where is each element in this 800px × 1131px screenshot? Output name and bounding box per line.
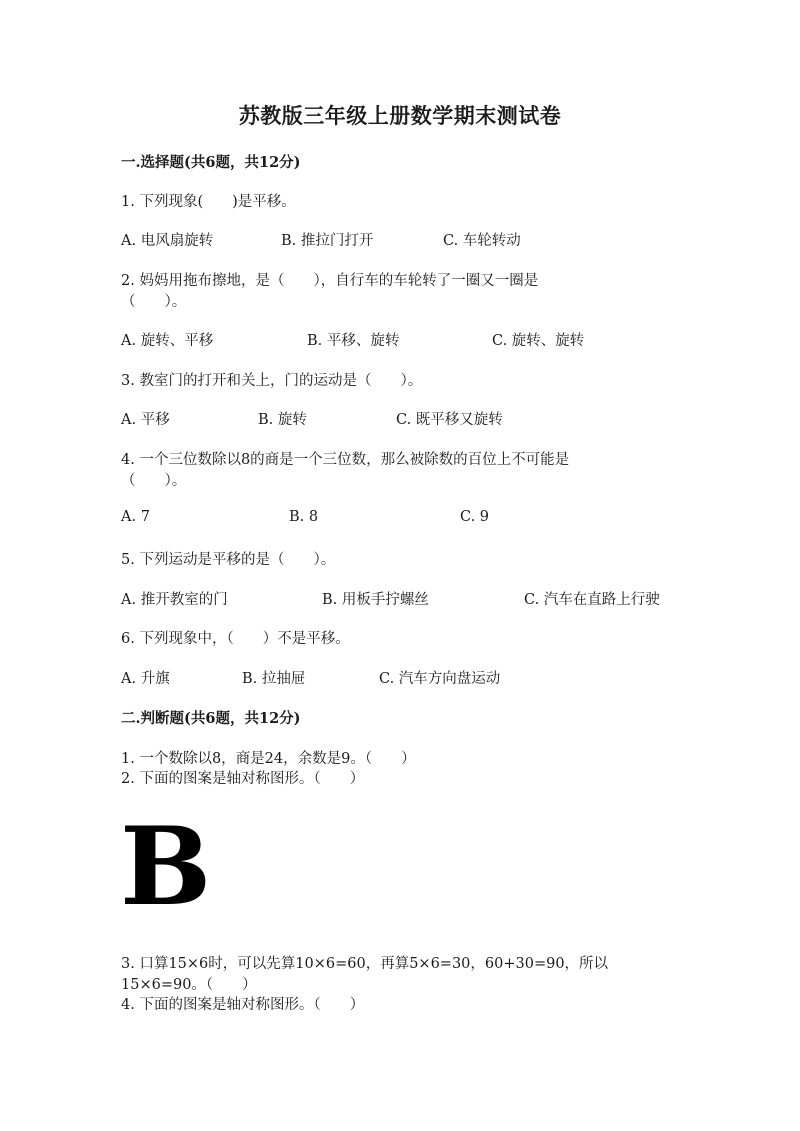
q4-option-b: B. 8 (289, 509, 319, 525)
q5-option-c: C. 汽车在直路上行驶 (524, 592, 660, 608)
q2-option-c: C. 旋转、旋转 (492, 333, 585, 349)
letter-b-glyph: B (120, 804, 212, 930)
q6-option-a: A. 升旗 (121, 671, 170, 687)
question-5: 5. 下列运动是平移的是（ ）。 (121, 552, 336, 568)
question-2-cont: （ ）。 (121, 294, 187, 310)
page-title: 苏教版三年级上册数学期末测试卷 (238, 103, 562, 128)
q1-option-b: B. 推拉门打开 (281, 233, 374, 249)
question-6: 6. 下列现象中，（ ）不是平移。 (121, 631, 350, 647)
section-heading-judgement: 二.判断题(共6题，共12分) (121, 710, 301, 727)
q3-option-b: B. 旋转 (258, 412, 307, 428)
q1-option-c: C. 车轮转动 (443, 233, 521, 249)
q5-option-b: B. 用板手拧螺丝 (322, 592, 429, 608)
q1-option-a: A. 电风扇旋转 (121, 233, 214, 249)
judgement-2: 2. 下面的图案是轴对称图形。（ ） (121, 771, 365, 787)
judgement-1: 1. 一个数除以8，商是24，余数是9。（ ） (121, 751, 416, 767)
judgement-3: 3. 口算15×6时，可以先算10×6=60，再算5×6=30，60+30=90，所以 (121, 956, 609, 972)
letter-b-figure (118, 804, 212, 930)
question-1: 1. 下列现象( )是平移。 (121, 194, 296, 210)
section-heading-choice: 一.选择题(共6题，共12分) (121, 154, 301, 171)
q2-option-a: A. 旋转、平移 (121, 333, 214, 349)
q4-option-c: C. 9 (460, 509, 490, 525)
q6-option-c: C. 汽车方向盘运动 (379, 671, 501, 687)
q2-option-b: B. 平移、旋转 (307, 333, 400, 349)
question-4: 4. 一个三位数除以8的商是一个三位数，那么被除数的百位上不可能是 (121, 452, 570, 468)
judgement-3-cont: 15×6=90。（ ） (121, 977, 257, 993)
q6-option-b: B. 拉抽屉 (242, 671, 306, 687)
q5-option-a: A. 推开教室的门 (121, 592, 228, 608)
question-3: 3. 教室门的打开和关上，门的运动是（ ）。 (121, 373, 423, 389)
q3-option-a: A. 平移 (121, 412, 170, 428)
judgement-4: 4. 下面的图案是轴对称图形。（ ） (121, 997, 365, 1013)
q4-option-a: A. 7 (121, 509, 150, 525)
question-4-cont: （ ）。 (121, 473, 187, 489)
question-2: 2. 妈妈用拖布擦地，是（ ），自行车的车轮转了一圈又一圈是 (121, 273, 539, 289)
q3-option-c: C. 既平移又旋转 (396, 412, 503, 428)
